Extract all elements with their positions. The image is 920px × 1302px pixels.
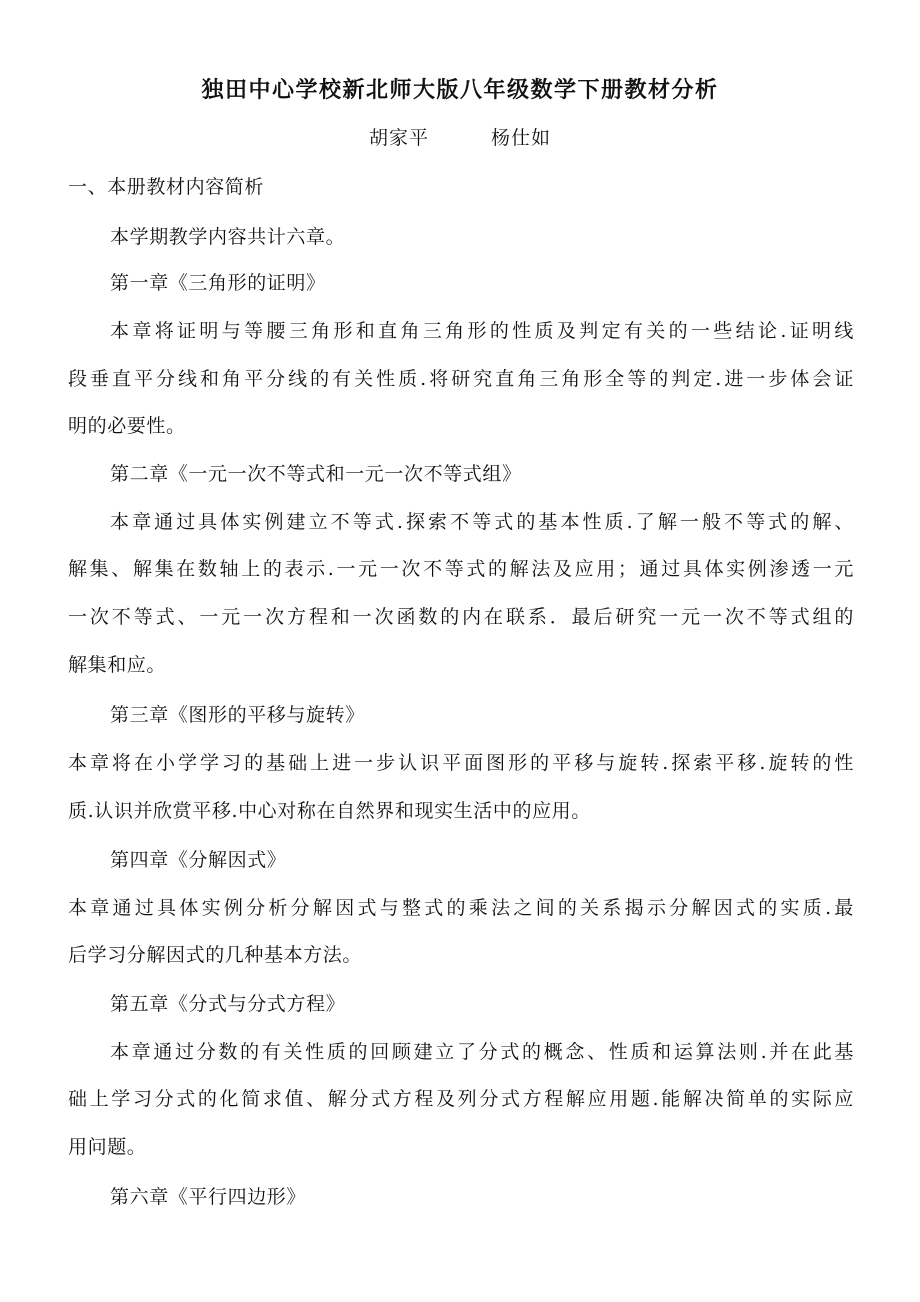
document-title: 独田中心学校新北师大版八年级数学下册教材分析 bbox=[201, 78, 719, 103]
chapter-title: 第一章《三角形的证明》 bbox=[110, 272, 326, 294]
chapter-title: 第三章《图形的平移与旋转》 bbox=[110, 704, 365, 726]
section-intro: 本学期教学内容共计六章。 bbox=[110, 226, 346, 248]
chapter-paragraph-line: 础上学习分式的化简求值、解分式方程及列分式方程解应用题.能解决简单的实际应 bbox=[68, 1088, 854, 1110]
chapter-paragraph-line: 解集、解集在数轴上的表示.一元一次不等式的解法及应用；通过具体实例渗透一元 bbox=[68, 558, 854, 580]
chapter-title: 第四章《分解因式》 bbox=[110, 849, 287, 871]
author-name: 杨仕如 bbox=[491, 127, 552, 149]
author-name: 胡家平 bbox=[368, 127, 429, 149]
chapter-paragraph-line: 解集和应。 bbox=[68, 654, 167, 676]
chapter-title: 第二章《一元一次不等式和一元一次不等式组》 bbox=[110, 463, 522, 485]
chapter-paragraph-line: 本章通过分数的有关性质的回顾建立了分式的概念、性质和运算法则.并在此基 bbox=[110, 1041, 854, 1063]
chapter-paragraph-line: 段垂直平分线和角平分线的有关性质.将研究直角三角形全等的判定.进一步体会证 bbox=[68, 368, 854, 390]
chapter-paragraph-line: 质.认识并欣赏平移.中心对称在自然界和现实生活中的应用。 bbox=[68, 800, 591, 822]
chapter-paragraph-line: 明的必要性。 bbox=[68, 415, 186, 437]
chapter-paragraph-line: 本章通过具体实例建立不等式.探索不等式的基本性质.了解一般不等式的解、 bbox=[110, 511, 854, 533]
chapter-title: 第五章《分式与分式方程》 bbox=[110, 993, 346, 1015]
chapter-paragraph-line: 后学习分解因式的几种基本方法。 bbox=[68, 944, 363, 966]
chapter-paragraph-line: 本章通过具体实例分析分解因式与整式的乘法之间的关系揭示分解因式的实质.最 bbox=[68, 897, 854, 919]
section-heading: 一、本册教材内容简析 bbox=[68, 176, 265, 198]
chapter-paragraph-line: 一次不等式、一元一次方程和一次函数的内在联系．最后研究一元一次不等式组的 bbox=[68, 606, 854, 628]
authors-line bbox=[0, 123, 920, 153]
chapter-title: 第六章《平行四边形》 bbox=[110, 1186, 307, 1208]
chapter-paragraph-line: 用问题。 bbox=[68, 1136, 147, 1158]
chapter-paragraph-line: 本章将在小学学习的基础上进一步认识平面图形的平移与旋转.探索平移.旋转的性 bbox=[68, 752, 854, 774]
chapter-paragraph-line: 本章将证明与等腰三角形和直角三角形的性质及判定有关的一些结论.证明线 bbox=[110, 320, 854, 342]
